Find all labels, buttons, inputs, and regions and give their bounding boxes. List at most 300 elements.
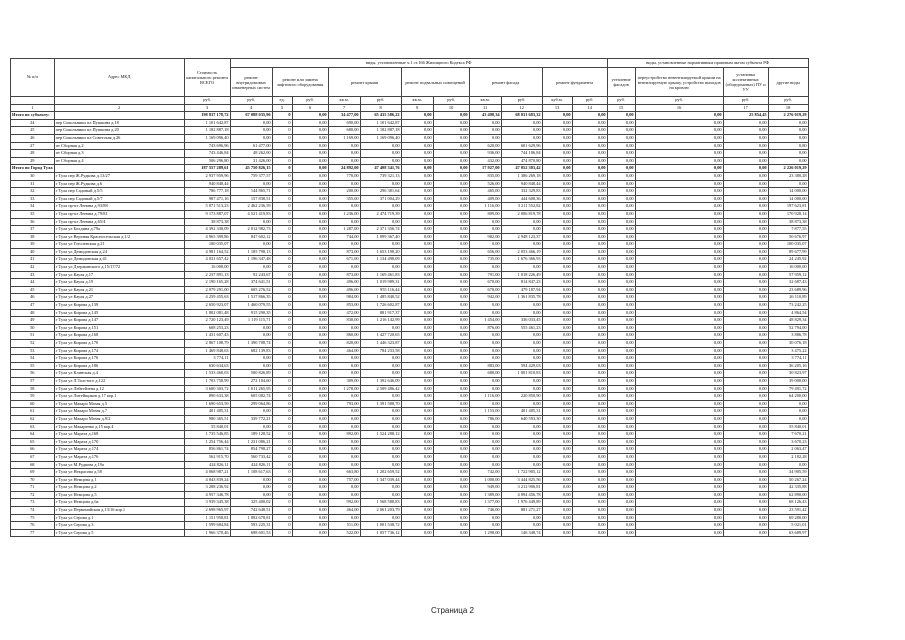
value-cell: 0	[272, 446, 292, 454]
value-cell: 0,00	[723, 317, 768, 325]
value-cell: 0,00	[607, 264, 635, 272]
value-cell: 0,00	[607, 446, 635, 454]
value-cell: 0,00	[433, 476, 469, 484]
total-row	[11, 112, 809, 120]
address-cell: г Тула ул Литейщиков д.17 кор.1	[54, 393, 184, 401]
value-cell: 0,00	[328, 484, 360, 492]
value-cell: 0,00	[607, 514, 635, 522]
value-cell: 987 471,16	[184, 195, 230, 203]
address-cell	[54, 112, 184, 120]
table-row	[11, 226, 809, 234]
value-cell: 0,00	[433, 248, 469, 256]
value-cell: 0,00	[292, 446, 328, 454]
value-cell: 1 278,00	[328, 385, 360, 393]
value-cell: 0,00	[401, 309, 433, 317]
value-cell: 1 377,00	[469, 499, 501, 507]
value-cell: 784 233,58	[360, 347, 401, 355]
value-cell: 0,00	[328, 491, 360, 499]
value-cell: 1 517 866,35	[230, 294, 272, 302]
value-cell: 0,00	[542, 279, 572, 287]
row-number-cell: 52	[11, 340, 55, 348]
value-cell: 0,00	[433, 514, 469, 522]
value-cell: 0,00	[292, 377, 328, 385]
value-cell: 739 321,13	[360, 172, 401, 180]
value-cell: 0,00	[635, 286, 723, 294]
value-cell: 0,00	[469, 446, 501, 454]
value-cell: 0,00	[292, 408, 328, 416]
value-cell: 671,00	[328, 256, 360, 264]
value-cell: 0,00	[635, 188, 723, 196]
value-cell: 0,00	[542, 377, 572, 385]
value-cell: 1 703 758,99	[184, 377, 230, 385]
value-cell: 1 001 538,72	[360, 522, 401, 530]
value-cell: 0,00	[572, 317, 607, 325]
value-cell: 409,00	[469, 195, 501, 203]
value-cell: 0,00	[572, 203, 607, 211]
value-cell: 936,00	[469, 150, 501, 158]
row-number-cell: 44	[11, 279, 55, 287]
value-cell: 0,00	[723, 491, 768, 499]
value-cell: 0,00	[292, 324, 328, 332]
value-cell: 1 236,00	[328, 210, 360, 218]
value-cell: 0	[272, 286, 292, 294]
value-cell: 0,00	[433, 370, 469, 378]
value-cell: 339 772,21	[230, 415, 272, 423]
value-cell: 1 116,00	[469, 393, 501, 401]
value-cell: 0,00	[401, 347, 433, 355]
value-cell: 0	[272, 377, 292, 385]
value-cell: 0,00	[723, 484, 768, 492]
value-cell: 0	[272, 423, 292, 431]
value-cell: 45 750 826,15	[230, 165, 272, 173]
value-cell: 0	[272, 172, 292, 180]
value-cell: 57 959,12	[768, 271, 808, 279]
value-cell: 309,00	[328, 377, 360, 385]
value-cell: 0,00	[501, 134, 542, 142]
value-cell: 7 670,21	[768, 431, 808, 439]
value-cell: 0,00	[572, 241, 607, 249]
value-cell: 0,00	[292, 134, 328, 142]
value-cell: 0	[272, 127, 292, 135]
value-cell: 0,00	[768, 400, 808, 408]
value-cell: 0,00	[433, 423, 469, 431]
value-cell: 14 000,00	[768, 188, 808, 196]
units-cell: руб.	[433, 97, 469, 105]
value-cell: 688,00	[469, 370, 501, 378]
value-cell: 3 670,23	[768, 438, 808, 446]
value-cell: 0,00	[292, 112, 328, 120]
value-cell: 0,00	[542, 469, 572, 477]
value-cell: 0,00	[607, 218, 635, 226]
value-cell: 0,00	[723, 233, 768, 241]
value-cell: 1 676 366,93	[501, 256, 542, 264]
value-cell: 0,00	[723, 264, 768, 272]
value-cell: 0,00	[401, 264, 433, 272]
value-cell: 0,00	[433, 438, 469, 446]
value-cell: 0,00	[542, 119, 572, 127]
value-cell: 0,00	[360, 408, 401, 416]
value-cell: 50 267,24	[768, 476, 808, 484]
value-cell: 1 735 546,85	[184, 431, 230, 439]
value-cell: 0,00	[401, 415, 433, 423]
value-cell: 0	[272, 499, 292, 507]
value-cell: 0,00	[607, 415, 635, 423]
value-cell: 0	[272, 203, 292, 211]
value-cell: 1 347 039,44	[360, 476, 401, 484]
row-number-cell: 62	[11, 415, 55, 423]
sub-header: переустройство невентилируемой крыши на вентилируемую крышу, устройство выходов на кровлю	[635, 68, 723, 97]
row-number-cell: 45	[11, 286, 55, 294]
value-cell: 890 633,38	[184, 393, 230, 401]
value-cell: 0,00	[635, 294, 723, 302]
value-cell: 0,00	[328, 423, 360, 431]
table-row	[11, 271, 809, 279]
value-cell: 0,00	[607, 112, 635, 120]
value-cell: 371 004,29	[360, 195, 401, 203]
value-cell: 0	[272, 438, 292, 446]
address-cell: г Тула ул Серова д.3	[54, 522, 184, 530]
value-cell: 0,00	[723, 150, 768, 158]
value-cell: 0,00	[401, 324, 433, 332]
value-cell: 0,00	[723, 134, 768, 142]
column-number-cell: 8	[360, 104, 401, 112]
value-cell: 36 205,16	[768, 362, 808, 370]
sub-header: ремонт подвальных помещений	[401, 68, 469, 97]
value-cell: 0	[272, 529, 292, 537]
value-cell: 0,00	[469, 355, 501, 363]
value-cell: 0,00	[607, 507, 635, 515]
address-cell: пер Сокольники пл Советская д.26	[54, 134, 184, 142]
value-cell: 0,00	[328, 180, 360, 188]
value-cell: 0,00	[433, 347, 469, 355]
value-cell: 1 019 989,31	[360, 279, 401, 287]
value-cell: 881 917,37	[360, 309, 401, 317]
value-cell: 0,00	[230, 362, 272, 370]
row-number-cell: 75	[11, 514, 55, 522]
value-cell: 0	[272, 491, 292, 499]
row-number-cell: 24	[11, 119, 55, 127]
value-cell: 0,00	[572, 119, 607, 127]
value-cell: 0,00	[635, 438, 723, 446]
address-cell: г Тула ул Макаро Мазая д.5	[54, 400, 184, 408]
value-cell: 0,00	[433, 233, 469, 241]
table-row	[11, 362, 809, 370]
value-cell: 0,00	[401, 438, 433, 446]
row-number-cell: 60	[11, 400, 55, 408]
value-cell: 0,00	[542, 294, 572, 302]
row-number-cell: 43	[11, 271, 55, 279]
value-cell: 0,00	[469, 400, 501, 408]
value-cell: 0,00	[401, 294, 433, 302]
value-cell: 65 435 586,22	[360, 112, 401, 120]
address-cell: пт Сборная д.4	[54, 157, 184, 165]
value-cell: 0,00	[401, 362, 433, 370]
address-cell: г Тула ул Серова д.1	[54, 514, 184, 522]
value-cell: 0,00	[433, 340, 469, 348]
value-cell: 0,00	[542, 332, 572, 340]
value-cell: 0,00	[360, 415, 401, 423]
value-cell: 0,00	[292, 241, 328, 249]
value-cell: 0,00	[607, 491, 635, 499]
value-cell: 332 329,83	[501, 188, 542, 196]
units-cell: руб.	[184, 97, 230, 105]
value-cell: 479 187,94	[501, 286, 542, 294]
address-cell: г Тула ул Дзержинского д.15/17/72	[54, 264, 184, 272]
value-cell: 1 169 096,40	[360, 134, 401, 142]
value-cell: 0,00	[360, 150, 401, 158]
value-cell: 0,00	[542, 286, 572, 294]
value-cell: 0,00	[401, 180, 433, 188]
table-row	[11, 484, 809, 492]
value-cell: 0,00	[542, 112, 572, 120]
value-cell: 0,00	[433, 256, 469, 264]
row-number-cell: 48	[11, 309, 55, 317]
value-cell: 0,00	[635, 355, 723, 363]
value-cell: 0,00	[635, 165, 723, 173]
value-cell: 0,00	[433, 142, 469, 150]
value-cell: 0,00	[401, 377, 433, 385]
column-number-cell: 1	[11, 104, 55, 112]
value-cell: 0,00	[230, 119, 272, 127]
value-cell: 0,00	[572, 180, 607, 188]
value-cell: 2 053 466,19	[501, 248, 542, 256]
value-cell: 0,00	[433, 385, 469, 393]
value-cell: 4 965 399,86	[184, 233, 230, 241]
row-number-cell: 29	[11, 157, 55, 165]
units-cell	[11, 97, 55, 105]
value-cell: 0,00	[607, 332, 635, 340]
value-cell: 0,00	[723, 408, 768, 416]
value-cell: 0,00	[635, 256, 723, 264]
value-cell: 0,00	[542, 309, 572, 317]
value-cell: 0,00	[607, 423, 635, 431]
value-cell: 0,00	[723, 271, 768, 279]
row-number-cell: 65	[11, 438, 55, 446]
units-cell: ед.	[272, 97, 292, 105]
value-cell: 0,00	[635, 393, 723, 401]
value-cell: 0,00	[607, 256, 635, 264]
value-cell: 0,00	[501, 226, 542, 234]
value-cell: 0,00	[292, 347, 328, 355]
value-cell: 0,00	[360, 203, 401, 211]
value-cell: 0,00	[542, 256, 572, 264]
value-cell: 0,00	[230, 332, 272, 340]
value-cell: 0,00	[572, 507, 607, 515]
value-cell: 0,00	[607, 210, 635, 218]
value-cell: 0,00	[723, 370, 768, 378]
address-cell: г Тула ул Кирова д.139	[54, 302, 184, 310]
value-cell: 0,00	[401, 393, 433, 401]
group-header-housing-code: виды, установленные ч.1 ст.166 Жилищного Кодекса РФ	[230, 59, 607, 68]
value-cell: 31 426,00	[230, 157, 272, 165]
value-cell: 0,00	[401, 476, 433, 484]
value-cell: 67 088 035,96	[230, 112, 272, 120]
value-cell: 0,00	[469, 264, 501, 272]
row-number-cell: 58	[11, 385, 55, 393]
value-cell: 1 082 678,81	[230, 514, 272, 522]
row-number-cell: 73	[11, 499, 55, 507]
value-cell: 0,00	[542, 324, 572, 332]
value-cell: 2 937 959,96	[184, 172, 230, 180]
value-cell: 0,00	[607, 362, 635, 370]
row-number-cell: 51	[11, 332, 55, 340]
value-cell: 0,00	[635, 264, 723, 272]
value-cell: 0,00	[542, 522, 572, 530]
value-cell: 0,00	[542, 393, 572, 401]
value-cell: 0	[272, 112, 292, 120]
column-number-cell: 15	[607, 104, 635, 112]
value-cell: 0,00	[723, 256, 768, 264]
value-cell: 0,00	[635, 241, 723, 249]
address-cell: г Тула ул Верхняя Красносельская д.1/2	[54, 233, 184, 241]
value-cell: 0,00	[292, 514, 328, 522]
value-cell: 1 427 720,65	[360, 332, 401, 340]
value-cell: 0	[272, 210, 292, 218]
value-cell: 47 408 341,76	[360, 165, 401, 173]
value-cell: 742 648,51	[230, 507, 272, 515]
value-cell: 0,00	[328, 393, 360, 401]
value-cell: 0,00	[433, 332, 469, 340]
table-row	[11, 172, 809, 180]
value-cell: 0,00	[501, 453, 542, 461]
value-cell: 0,00	[401, 218, 433, 226]
value-cell: 0,00	[292, 180, 328, 188]
value-cell: 0,00	[607, 347, 635, 355]
value-cell: 157 838,51	[230, 195, 272, 203]
value-cell: 0,00	[572, 218, 607, 226]
value-cell: 0,00	[433, 210, 469, 218]
value-cell: 0	[272, 188, 292, 196]
value-cell: 1 298,00	[469, 529, 501, 537]
address-cell: г Тула ул Кирова д.174	[54, 347, 184, 355]
value-cell: 0	[272, 469, 292, 477]
value-cell: 0,00	[723, 210, 768, 218]
table-row	[11, 218, 809, 226]
column-number-cell: 10	[433, 104, 469, 112]
value-cell: 0,00	[768, 180, 808, 188]
value-cell: 0,00	[723, 180, 768, 188]
value-cell: 0,00	[360, 423, 401, 431]
value-cell: 4 843 839,24	[184, 476, 230, 484]
value-cell: 146 348,74	[501, 529, 542, 537]
value-cell: 0	[272, 157, 292, 165]
value-cell: 0,00	[542, 340, 572, 348]
value-cell: 0,00	[572, 165, 607, 173]
address-cell: г Тула ул Демидовская д.41	[54, 256, 184, 264]
value-cell: 506 296,80	[184, 157, 230, 165]
units-cell: руб.	[230, 97, 272, 105]
value-cell: 0,00	[292, 499, 328, 507]
value-cell: 0,00	[501, 431, 542, 439]
table-row	[11, 507, 809, 515]
value-cell: 0,00	[723, 165, 768, 173]
value-cell: 0,00	[607, 461, 635, 469]
value-cell: 0,00	[292, 256, 328, 264]
value-cell: 594 429,03	[501, 362, 542, 370]
row-number-cell: 61	[11, 408, 55, 416]
value-cell: 325 400,02	[230, 499, 272, 507]
value-cell: 0,00	[501, 264, 542, 272]
value-cell: 0,00	[572, 302, 607, 310]
value-cell: 0,00	[607, 271, 635, 279]
value-cell: 0,00	[572, 469, 607, 477]
value-cell: 0	[272, 142, 292, 150]
value-cell: 0,00	[433, 112, 469, 120]
value-cell: 0,00	[292, 362, 328, 370]
value-cell: 16 000,00	[768, 264, 808, 272]
col-address-header: Адрес МКД	[54, 59, 184, 97]
value-cell: 3 475,22	[768, 347, 808, 355]
row-number-cell: 71	[11, 484, 55, 492]
value-cell: 0,00	[433, 286, 469, 294]
table-row	[11, 150, 809, 158]
value-cell: 0,00	[433, 264, 469, 272]
value-cell: 0,00	[723, 195, 768, 203]
value-cell: 0,00	[635, 332, 723, 340]
value-cell: 0,00	[635, 134, 723, 142]
value-cell: 5 021,01	[768, 522, 808, 530]
table-row	[11, 233, 809, 241]
address-cell: г Тула ул Макаренко д.15 кор.4	[54, 423, 184, 431]
value-cell: 0,00	[433, 165, 469, 173]
value-cell: 0,00	[292, 370, 328, 378]
value-cell: 0,00	[401, 484, 433, 492]
row-number-cell: 57	[11, 377, 55, 385]
value-cell: 0,00	[292, 476, 328, 484]
value-cell: 949,00	[469, 484, 501, 492]
value-cell: 0	[272, 180, 292, 188]
value-cell: 0,00	[635, 271, 723, 279]
value-cell: 854 798,27	[230, 446, 272, 454]
value-cell: 73 242,25	[768, 302, 808, 310]
value-cell: 0,00	[360, 453, 401, 461]
table-row	[11, 355, 809, 363]
table-row	[11, 385, 809, 393]
value-cell: 0,00	[542, 370, 572, 378]
value-cell: 0,00	[723, 226, 768, 234]
address-cell: г Тула пер Ж.Рудкова д.6	[54, 180, 184, 188]
value-cell: 0,00	[607, 127, 635, 135]
value-cell: 2 698 965,97	[184, 507, 230, 515]
value-cell: 0,00	[607, 233, 635, 241]
value-cell: 0	[272, 522, 292, 530]
table-row	[11, 393, 809, 401]
page-footer: Страница 2	[431, 606, 474, 615]
units-cell: руб.	[360, 97, 401, 105]
value-cell: 2 720 123,49	[184, 317, 230, 325]
value-cell: 743 696,96	[184, 142, 230, 150]
value-cell: 0,00	[542, 150, 572, 158]
value-cell: 0,00	[360, 355, 401, 363]
value-cell: 820,00	[328, 340, 360, 348]
value-cell: 0,00	[607, 180, 635, 188]
value-cell: 0,00	[723, 507, 768, 515]
value-cell: 0,00	[433, 522, 469, 530]
value-cell: 0,00	[401, 469, 433, 477]
value-cell: 0,00	[572, 522, 607, 530]
value-cell: 0,00	[723, 415, 768, 423]
address-cell: г Тула ул Болдина д.79а	[54, 226, 184, 234]
value-cell: 0,00	[328, 370, 360, 378]
column-number-cell: 2	[54, 104, 184, 112]
value-cell: 940 848,44	[501, 180, 542, 188]
row-number-cell: 27	[11, 142, 55, 150]
value-cell: 0,00	[542, 271, 572, 279]
value-cell: 0,00	[292, 484, 328, 492]
value-cell: 0,00	[401, 127, 433, 135]
value-cell: 0,00	[230, 484, 272, 492]
value-cell: 0	[272, 256, 292, 264]
